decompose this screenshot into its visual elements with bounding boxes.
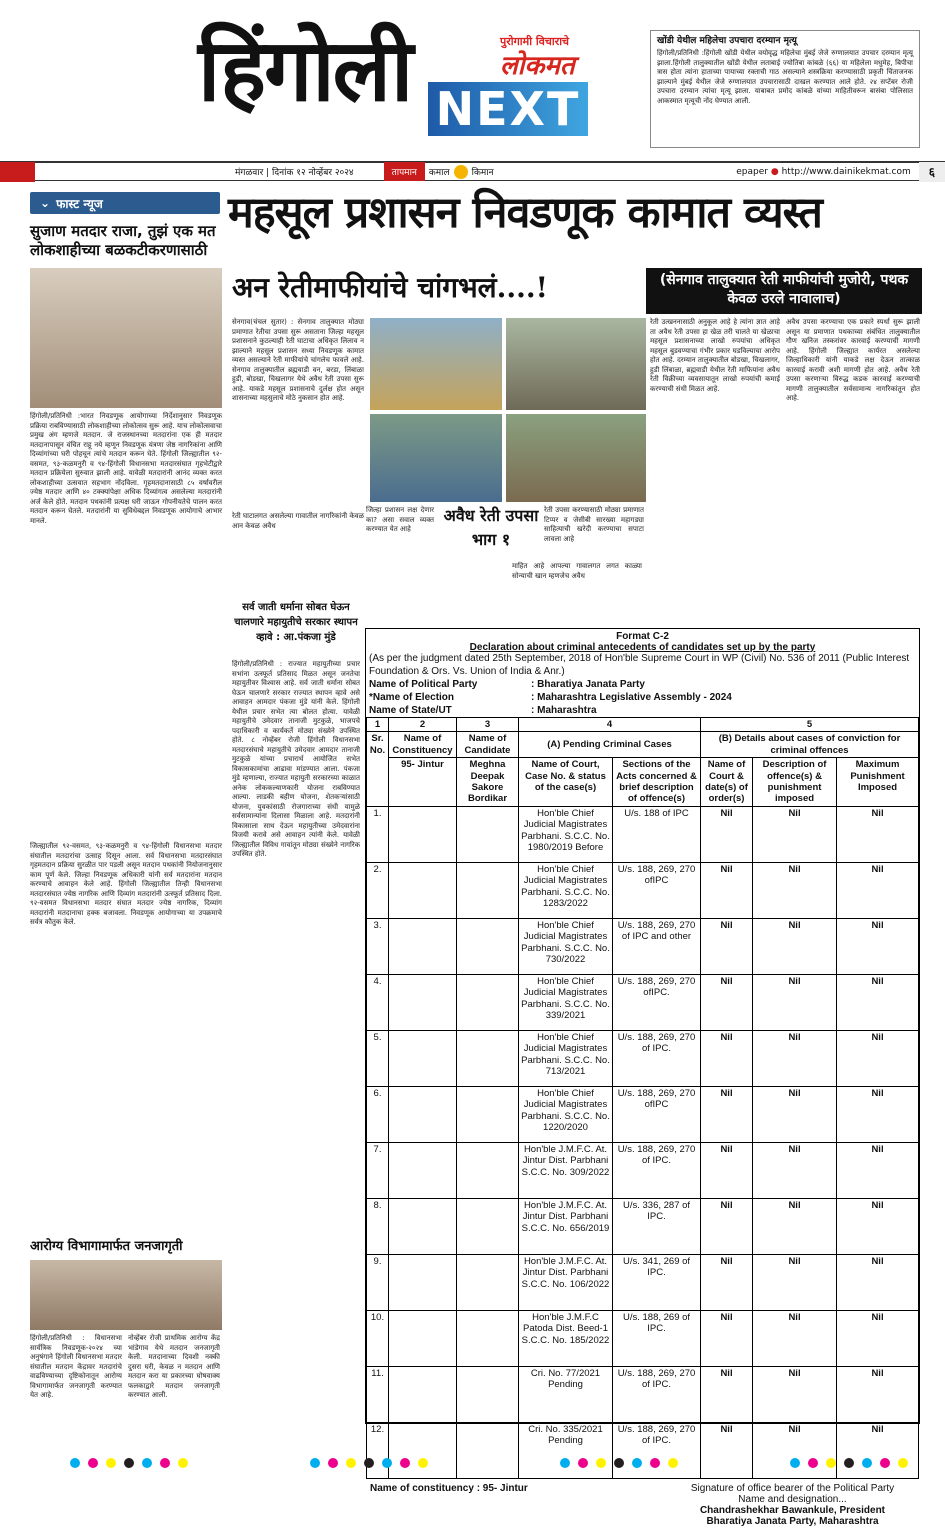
fast-news-headline: सुजाण मतदार राजा, तुझं एक मत लोकशाहीच्या बळकटीकरणासाठी [30, 222, 216, 259]
registration-dot [898, 1458, 908, 1468]
cell-court: Hon'ble J.M.F.C Patoda Dist. Beed-1 S.C.C. No. 185/2022 [519, 1310, 613, 1366]
registration-dot [400, 1458, 410, 1468]
cell-b3: Nil [837, 862, 919, 918]
cell-court: Hon'ble Chief Judicial Magistrates Parbhani. S.C.C. No. 339/2021 [519, 974, 613, 1030]
cell-b1: Nil [701, 1254, 753, 1310]
main-headline: महसूल प्रशासन निवडणूक कामात व्यस्त [228, 188, 822, 238]
registration-dot [596, 1458, 606, 1468]
cell-court: Hon'ble J.M.F.C. At. Jintur Dist. Parbhani S.C.C. No. 106/2022 [519, 1254, 613, 1310]
cell-b3: Nil [837, 1422, 919, 1478]
table-header-row [367, 732, 919, 758]
cell-b3: Nil [837, 1198, 919, 1254]
color-registration-left [70, 1458, 188, 1468]
cell-sr: 2. [367, 862, 389, 918]
sun-icon [454, 165, 468, 179]
cell-empty [389, 1198, 457, 1254]
side-story-body: हिंगोली/प्रतिनिधी :हिंगोली खोंडी येथील वयोवृद्ध महिलेचा मुंबई जेजे रुग्णालयात उपचार दरम्यान मृत्यू झाला.हिंगोली तालुक्यातील खोंडी येथील लताबाई ज्योतिबा कांबळे (६६) या महिलेला मधुमेह, बिपीचा त्रास होता त्यांना हाताच्या पायाच्या रक्ताची गाठ असल्याने शस्त्रक्रिया करण्यासाठी प्रकृती चिंताजनक झाल्याने मुंबई येथील जेजे रुग्णालयात उपचारासाठी दाखल करण्यात आले होते. २४ सप्टेंबर रोजी उपचारा दरम्यान त्यांचा मृत्यू झाला. याबाबत प्रमोद कांबळे यांच्या माहितीवरून बासंबा पोलिसात आकस्मात मृत्यूची नोंद घेण्यात आली. [657, 49, 913, 105]
cell-court: Hon'ble Chief Judicial Magistrates Parbhani. S.C.C. No. 713/2021 [519, 1030, 613, 1086]
cell-b2: Nil [753, 1254, 837, 1310]
registration-dot [88, 1458, 98, 1468]
cell-b1: Nil [701, 862, 753, 918]
cell-empty [389, 1086, 457, 1142]
cell-b1: Nil [701, 918, 753, 974]
dateline-bar [0, 161, 945, 181]
table-row [367, 1422, 919, 1478]
brand-tagline: पुरोगामी विचाराचे [500, 35, 570, 48]
th-conviction: (B) Details about cases of conviction for criminal offences [701, 732, 919, 758]
cell-b3: Nil [837, 974, 919, 1030]
photo-caption-left: जिल्हा प्रशासन लक्ष देणार का? असा सवाल व्यक्त करण्यात येत आहे [366, 506, 434, 534]
sandbank-photo [506, 414, 646, 502]
cell-empty [389, 918, 457, 974]
health-photo [30, 1260, 222, 1330]
cell-b1: Nil [701, 1198, 753, 1254]
table-row [367, 918, 919, 974]
cell-b2: Nil [753, 1030, 837, 1086]
cell-b2: Nil [753, 918, 837, 974]
registration-dot [880, 1458, 890, 1468]
page-number: ६ [919, 162, 945, 182]
cell-empty [457, 1086, 519, 1142]
cell-empty [389, 1254, 457, 1310]
main-col-3: अवैध उपसा करण्याचा एक प्रकारे स्पर्धा सुरू झाली असून या प्रमाणात पथकाच्या संबंधित तालुक्यातील गौण खनिज तस्करांवर कारवाई करण्याची मागणी आहे. हिंगोली जिल्ह्यात कार्यरत असलेल्या जिल्हाधिकारी यांनी याकडे लक्ष देऊन तात्काळ कारवाई करावी अशी मागणी होत आहे. अवैध रेती उपसा करणाऱ्या विरुद्ध कडक कारवाई करण्याची मागणी तालुक्यातील सर्वसामान्य नागरिकांतून होत आहे. [786, 318, 920, 403]
cell-sections: U/s. 188, 269, 270 ofIPC [613, 862, 701, 918]
registration-dot [808, 1458, 818, 1468]
pankaja-headline: सर्व जाती धर्माना सोबत घेऊन चालणारे महायुतीचे सरकार स्थापन व्हावे : आ.पंकजा मुंडे [234, 602, 358, 643]
cell-sections: U/s. 188, 269, 270 of IPC. [613, 1422, 701, 1478]
health-headline: आरोग्य विभागामार्फत जनजागृती [30, 1239, 183, 1254]
main-col-1: सेनगाव(चंचल सुतार) : सेनगाव तालुक्यात मोठ्या प्रमाणात रेतीचा उपसा सुरू असताना जिल्हा महसूल प्रशासनाने कुठल्याही रेती घाटाचा अधिकृत लिलाव न झाल्याने महसूल प्रशासन सध्या निवडणूक कामात व्यस्त असल्याने रेती माफीयांचे चांगलेच फावले आहे. सेनगाव तालुक्यातील ब्रह्मवाडी वन, बरडा, लिंबाळा हुडी, बोडखा, चिखलागर येथे अवैध रेती उपसा सुरू आहे. याकडे महसूल प्रशासनाचे दुर्लक्ष होत असून शासनाच्या महसुलाचे मोठे नुकसान होत आहे. [232, 318, 364, 403]
cell-sections: U/s. 336, 287 of IPC. [613, 1198, 701, 1254]
cell-sr: 12. [367, 1422, 389, 1478]
cell-sections: U/s. 188, 269, 270 of IPC. [613, 1366, 701, 1422]
epaper-link[interactable]: epaper ● http://www.dainikekmat.com [736, 166, 911, 177]
main-col-2: रेती उत्खननासाठी अनुकूल आहे हे त्यांना ज्ञात आहे ता अवैध रेती उपसा हा खेळ तरी चालते या खेळाचा महसूल प्रशासनाच्या लाखो रुपयांचा अधिकृत महसूल बुडवण्याचा गंभीर प्रकार घडविल्याचा आरोप होत आहे. दरम्यान तालुक्यातील बोडखा, चिखलागर, हुडी लिंबाळा, ब्रह्मवाडी येथील रेती माफियांना अवैध रेती विक्रीच्या व्यवसायातून लाखो रुपयांची कमाई करण्याची संधी मिळत आहे. [650, 318, 780, 393]
registration-dot [178, 1458, 188, 1468]
cell-b3: Nil [837, 1030, 919, 1086]
river-photo [370, 414, 502, 502]
max-temp-label: कमाल [428, 168, 450, 178]
registration-dot [418, 1458, 428, 1468]
cell-sr: 3. [367, 918, 389, 974]
registration-dot [124, 1458, 134, 1468]
cell-sections: U/s. 188, 269, 270 of IPC. [613, 1030, 701, 1086]
pankaja-body: हिंगोली/प्रतिनिधी : राज्यात महायुतीच्या प्रचार सभांना उत्स्फूर्त प्रतिसाद मिळत असून जनतेचा महायुतीवर विश्वास आहे. सर्व जाती धर्माना सोबत घेऊन चालणारे सरकार राज्यात स्थापन व्हावे असे आवाहन आमदार पंकजा मुंडे यांनी केले. हिंगोली येथील प्रचार सभेत त्या बोलत होत्या. यावेळी महायुतीचे उमेदवार तानाजी मुटकुळे, भाजपचे पदाधिकारी व कार्यकर्ते मोठ्या संख्येने उपस्थित होते. ८ नोव्हेंबर रोजी हिंगोली विधानसभा मतदारसंघाचे महायुतीचे उमेदवार आमदार तानाजी मुटकुळे यांच्या प्रचारार्थ आयोजित सभेत विकासकामांचा आढावा मांडण्यात आला. पंकजा मुंडे म्हणाल्या, राज्यात महायुती सरकारच्या काळात अनेक लोककल्याणकारी योजना राबविण्यात आल्या. लाडकी बहीण योजना, शेतकऱ्यांसाठी योजना, युवकांसाठी रोजगाराच्या संधी यामुळे सर्वसामान्यांना दिलासा मिळाला आहे. मतदारांनी विकासाला साथ देऊन महायुतीच्या उमेदवारांना विजयी करावे असे आवाहन त्यांनी केले. यावेळी जिल्ह्यातील विविध गावांतून मोठ्या संख्येने नागरिक उपस्थित होते. [232, 660, 360, 859]
main-col-1-bottom: रेती घाटालगत असलेल्या गावातील नागरिकांनी केवळ आन केवळ अवैध [232, 512, 364, 530]
registration-dot [862, 1458, 872, 1468]
table-row [367, 1142, 919, 1198]
party-row: Name of Political Party : Bharatiya Janata Party [369, 679, 645, 690]
registration-dot [142, 1458, 152, 1468]
table-row [367, 806, 919, 862]
state-row: Name of State/UT : Maharashtra [369, 705, 597, 716]
registration-dot [790, 1458, 800, 1468]
cell-court: Hon'ble Chief Judicial Magistrates Parbhani. S.C.C. No. 1980/2019 Before [519, 806, 613, 862]
table-row [367, 1086, 919, 1142]
form-c2 [365, 628, 920, 1527]
cell-empty [389, 1366, 457, 1422]
highlight-box: (सेनगाव तालुक्यात रेती माफीयांची मुजोरी, पथक केवळ उरले नावालाच) [646, 268, 922, 314]
cell-empty [457, 862, 519, 918]
cell-empty [457, 1198, 519, 1254]
edition-logo: NEXT [428, 82, 588, 136]
registration-dot [614, 1458, 624, 1468]
fast-news-body: हिंगोली/प्रतिनिधी :भारत निवडणूक आयोगाच्या निर्देशानुसार निवडणूक प्रक्रिया राबविण्यासाठी लोकशाहीच्या लोकोत्सव सुरू आहे. याच लोकोत्सवाचा प्रमुख अंग म्हणजे मतदान. जे राजस्थानच्या मतदारांना एक ही मतदार मतदानापासून वंचित राहू नये म्हणून निवडणूक यंत्रणा जेष्ठ नागरिकांना आणि दिव्यांगांच्या घरी पोहचून त्यांचे मतदान करून घेते. हिंगोली जिल्ह्यातील ९२-वसमत, ९३-कळमनुरी व ९४-हिंगोली विधानसभा मतदारसंघात गृहभेटीद्वारे मतदान प्रक्रियेला सुरुवात झाली आहे. यावेळी मतदारांनी आनंद व्यक्त करत लोकशाहीच्या उत्सवात सहभाग नोंदविला. गृहमतदानासाठी ८५ वर्षावरील ज्येष्ठ मतदार आणि ४० टक्क्यांपेक्षा अधिक दिव्यांगत्व असलेल्या मतदारांनी अर्ज केले होते. मतदान पथकांनी प्रत्यक्ष घरी जाऊन गोपनीयतेचे पालन करत मतदान करून घेतले. मतदारांनी या सुविधेबद्दल निवडणूक आयोगाचे आभार मानले. [30, 412, 222, 525]
fast-news-label: ⌄ फास्ट न्यूज [30, 192, 220, 214]
cell-b2: Nil [753, 806, 837, 862]
min-temp-label: किमान [471, 168, 494, 178]
cell-b2: Nil [753, 1142, 837, 1198]
cell-b1: Nil [701, 1422, 753, 1478]
candidate-cell: Meghna Deepak Sakore Bordikar [457, 758, 519, 807]
chevron-down-icon: ⌄ [40, 196, 51, 210]
cell-sr: 4. [367, 974, 389, 1030]
cell-empty [389, 974, 457, 1030]
cell-empty [389, 862, 457, 918]
fast-news-body-2: जिल्ह्यातील ९२-वसमत, ९३-कळमनुरी व ९४-हिंगोली विधानसभा मतदार संघातील मतदारांचा उत्साह दिसून आला. सर्व विधानसभा मतदारसंघात गृहमतदान प्रक्रिया सुरळीत पार पडली असून मतदान पथकांनी नियोजनानुसार काम पूर्ण केले. जिल्हा निवडणूक अधिकारी यांनी सर्व मतदारांना मतदान करण्याचे आवाहन केले आहे. हिंगोली जिल्ह्यातील तिन्ही विधानसभा मतदारसंघात ज्येष्ठ नागरिक आणि दिव्यांग मतदारांनी उत्स्फूर्त प्रतिसाद दिला. ९२-वसमत विधानसभा मतदार संघात मतदार ज्येष्ठ नागरिक, दिव्यांग मतदारांनी मतदानाचा हक्क बजावला. निवडणूक आयोगाच्या या उपक्रमाचे सर्वत्र कौतुक केले. [30, 842, 222, 927]
registration-dot [826, 1458, 836, 1468]
cell-court: Hon'ble Chief Judicial Magistrates Parbhani. S.C.C. No. 1220/2020 [519, 1086, 613, 1142]
cell-empty [389, 1030, 457, 1086]
cell-sr: 9. [367, 1254, 389, 1310]
registration-dot [578, 1458, 588, 1468]
cell-court: Hon'ble Chief Judicial Magistrates Parbhani. S.C.C. No. 730/2022 [519, 918, 613, 974]
registration-dot [160, 1458, 170, 1468]
cell-court: Cri. No. 77/2021 Pending [519, 1366, 613, 1422]
registration-dot [364, 1458, 374, 1468]
cell-b1: Nil [701, 1142, 753, 1198]
cell-b3: Nil [837, 1142, 919, 1198]
cell-empty [389, 1142, 457, 1198]
masthead-title: हिंगोली [198, 20, 412, 121]
form-as-per: (As per the judgment dated 25th September, 2018 of Hon'ble Supreme Court in WP (Civil) No. 536 of 2011 (Public Interest Foundation & Ors. Vs. Union of India & Anr.) [369, 653, 910, 677]
cell-b3: Nil [837, 1366, 919, 1422]
color-registration-mid [310, 1458, 428, 1468]
cell-b1: Nil [701, 1366, 753, 1422]
cell-court: Cri. No. 335/2021 Pending [519, 1422, 613, 1478]
form-declaration: Declaration about criminal antecedents of candidates set up by the party [469, 642, 816, 653]
registration-dot [668, 1458, 678, 1468]
registration-dot [382, 1458, 392, 1468]
table-row [367, 1198, 919, 1254]
side-story-headline: खोंडी येथील महिलेचा उपचारा दरम्यान मृत्यू [657, 36, 797, 46]
th-pending: (A) Pending Criminal Cases [519, 732, 701, 758]
cell-b1: Nil [701, 1310, 753, 1366]
temperature-label: तापमान [384, 162, 425, 181]
sig-line-1: Signature of office bearer of the Political Party [690, 1482, 895, 1494]
cell-empty [457, 918, 519, 974]
cell-empty [457, 974, 519, 1030]
cell-b1: Nil [701, 1030, 753, 1086]
cell-b1: Nil [701, 806, 753, 862]
cell-b3: Nil [837, 806, 919, 862]
side-story [650, 30, 920, 148]
registration-dot [106, 1458, 116, 1468]
sig-line-2: Name and designation... [738, 1493, 847, 1505]
election-row: *Name of Election : Maharashtra Legislative Assembly - 2024 [369, 692, 732, 703]
color-registration-right [790, 1458, 908, 1468]
cell-sr: 8. [367, 1198, 389, 1254]
registration-dot [328, 1458, 338, 1468]
cell-court: Hon'ble J.M.F.C. At. Jintur Dist. Parbhani S.C.C. No. 656/2019 [519, 1198, 613, 1254]
health-col-1: हिंगोली/प्रतिनिधी : विधानसभा सार्वत्रिक निवडणूक-२०२४ च्या अनुषंगाने हिंगोली विधानसभा मतदार संघातील मतदान केंद्रावर मतदारांचे वाढविण्याच्या दृष्टिकोनातून आरोग्य विभागामार्फत जनजागृती करण्यात येत आहे. [30, 1334, 122, 1400]
registration-dot [632, 1458, 642, 1468]
registration-dot [310, 1458, 320, 1468]
cell-sr: 1. [367, 806, 389, 862]
table-row [367, 974, 919, 1030]
th-constituency: Name of Constituency [389, 732, 457, 758]
footer-constituency: Name of constituency : 95- Jintur [370, 1482, 528, 1494]
sig-line-3: Chandrashekhar Bawankule, President [699, 1504, 886, 1516]
th-candidate: Name of Candidate [457, 732, 519, 758]
registration-dot [844, 1458, 854, 1468]
cell-b2: Nil [753, 1198, 837, 1254]
table-row [367, 1254, 919, 1310]
registration-dot [650, 1458, 660, 1468]
cell-empty [457, 1142, 519, 1198]
cell-b2: Nil [753, 862, 837, 918]
registration-dot [346, 1458, 356, 1468]
table-row [367, 862, 919, 918]
dateline-accent [0, 162, 35, 182]
cell-sections: U/s. 188 of IPC [613, 806, 701, 862]
signature-block [366, 1479, 919, 1531]
cell-sr: 10. [367, 1310, 389, 1366]
health-col-2: नोव्हेंबर रोजी प्राथमिक आरोग्य केंद्र भांडेगाव येथे मतदान जनजागृती केली. मतदानाच्या दिवशी नक्की दुसरा घरी, केवळ न मतदान आणि मतदान करा या प्रकारच्या घोषवाक्य फलकाद्वारे मतदान जनजागृती करण्यात आली. [128, 1334, 220, 1400]
cell-empty [457, 1310, 519, 1366]
color-registration-mid2 [560, 1458, 678, 1468]
main-col-2-bottom: माहित आहे आपल्या गावालगत लगत काळ्या सोन्याची खान म्हणजेच अवैध [512, 562, 642, 580]
form-format: Format C-2 [616, 631, 669, 642]
voting-photo [30, 268, 222, 408]
cell-empty [389, 806, 457, 862]
cell-sr: 7. [367, 1142, 389, 1198]
cell-sections: U/s. 341, 269 of IPC. [613, 1254, 701, 1310]
cell-b3: Nil [837, 1310, 919, 1366]
registration-dot [70, 1458, 80, 1468]
cell-b3: Nil [837, 1254, 919, 1310]
cell-sr: 11. [367, 1366, 389, 1422]
photo-caption-right: रेती उपसा करण्यासाठी मोठ्या प्रमाणात टिप्पर व जेसीबी सारख्या महागड्या साहित्याची खरेदी करण्याचा सपाटा लावला आहे [544, 506, 644, 543]
cell-empty [457, 1030, 519, 1086]
cell-sr: 6. [367, 1086, 389, 1142]
cell-b2: Nil [753, 1310, 837, 1366]
cell-b2: Nil [753, 974, 837, 1030]
registration-dot [560, 1458, 570, 1468]
cell-sections: U/s. 188, 269 of IPC. [613, 1310, 701, 1366]
cell-b3: Nil [837, 918, 919, 974]
table-row [367, 1030, 919, 1086]
cell-sections: U/s. 188, 269, 270 of IPC. [613, 1142, 701, 1198]
cell-court: Hon'ble Chief Judicial Magistrates Parbhani. S.C.C. No. 1283/2022 [519, 862, 613, 918]
cell-court: Hon'ble J.M.F.C. At. Jintur Dist. Parbhani S.C.C. No. 309/2022 [519, 1142, 613, 1198]
cell-empty [457, 1254, 519, 1310]
excavator-photo [370, 318, 502, 410]
table-row [367, 1366, 919, 1422]
date-text: मंगळवार | दिनांक १२ नोव्हेंबर २०२४ [235, 168, 354, 178]
cell-empty [389, 1422, 457, 1478]
cell-b3: Nil [837, 1086, 919, 1142]
cell-b1: Nil [701, 1086, 753, 1142]
sig-line-4: Bharatiya Janata Party, Maharashtra [706, 1515, 879, 1527]
cell-b2: Nil [753, 1086, 837, 1142]
truck-photo [506, 318, 646, 410]
cell-b1: Nil [701, 974, 753, 1030]
table-row [367, 1310, 919, 1366]
cell-sections: U/s. 188, 269, 270 of IPC and other [613, 918, 701, 974]
cell-sr: 5. [367, 1030, 389, 1086]
criminal-cases-table [366, 717, 919, 1479]
cell-sections: U/s. 188, 269, 270 ofIPC. [613, 974, 701, 1030]
cell-empty [389, 1310, 457, 1366]
photo-label: अवैध रेती उपसा भाग १ [443, 506, 539, 549]
main-subhead: अन रेतीमाफीयांचे चांगभलं....! [232, 271, 548, 304]
cell-empty [457, 1366, 519, 1422]
cell-empty [457, 806, 519, 862]
cell-sections: U/s. 188, 269, 270 ofIPC [613, 1086, 701, 1142]
cell-b2: Nil [753, 1366, 837, 1422]
cell-b2: Nil [753, 1422, 837, 1478]
constituency-cell: 95- Jintur [389, 758, 457, 807]
table-subheader-row: 95- Jintur Meghna Deepak Sakore Bordikar Name of Court, Case No. & status of the case(s) Sections of the Acts concerned & brief description of offence(s) Name of Court & date(s) of order(s) Description of offence(s) & punishment imposed Maximum Punishment Imposed [367, 758, 919, 807]
table-col-numbers: 1 2 3 4 5 [367, 718, 919, 732]
brand-logo: लोकमत [500, 51, 575, 81]
cell-empty [457, 1422, 519, 1478]
th-sr: Sr. No. [367, 732, 389, 806]
